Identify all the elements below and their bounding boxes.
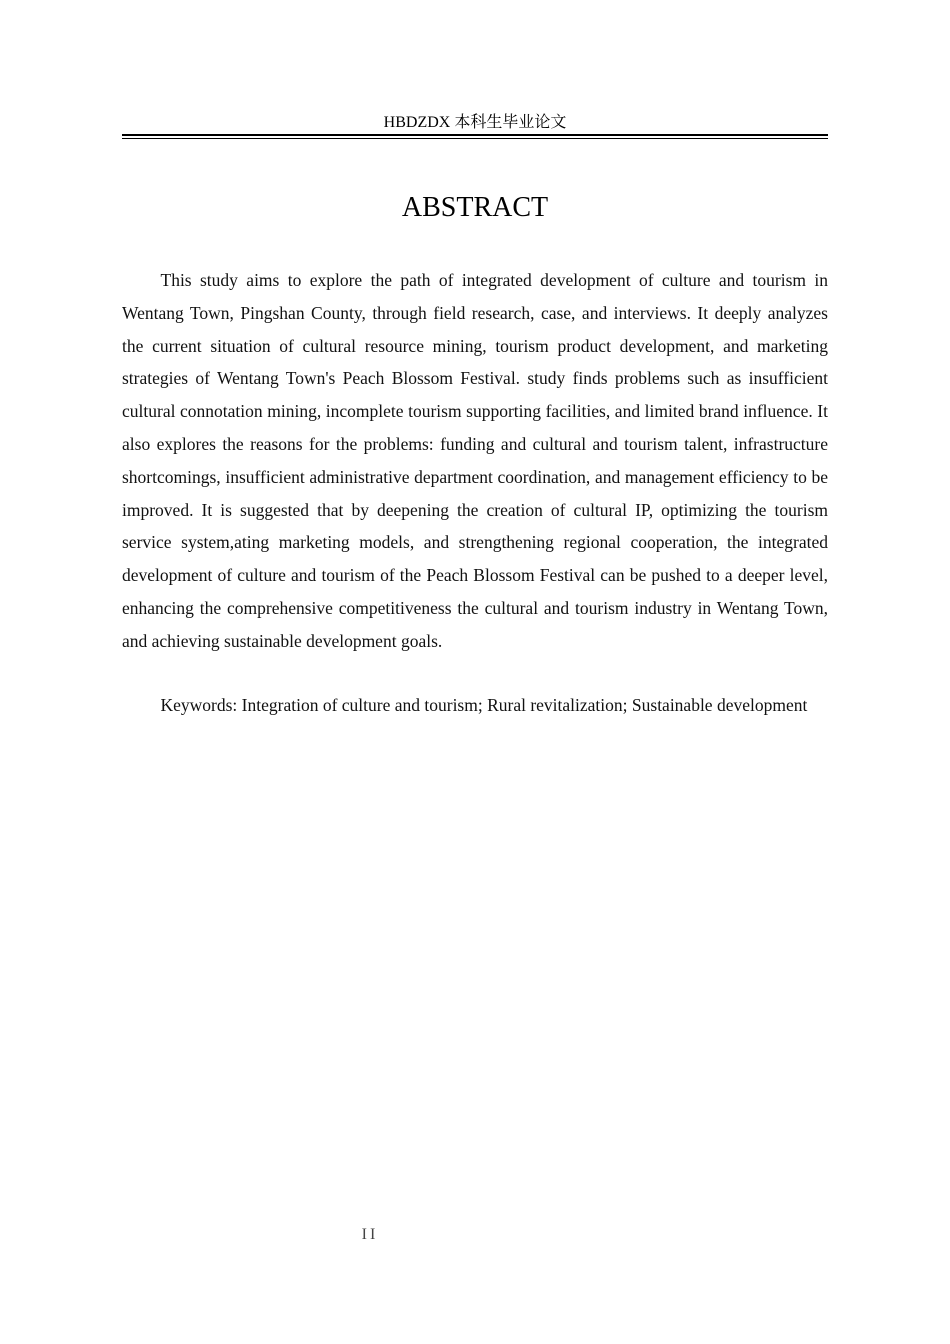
abstract-paragraph: This study aims to explore the path of integrated development of culture and tourism in Wentang Town, Pingshan County, through field research, case, and interviews. It deeply analyzes the current situation of cultural resource mining, tourism product development, and marketing strategies of Wentang Town's Peach Blossom Festival. study finds problems such as insufficient cultural connotation mining, incomplete tourism supporting facilities, and limited brand influence. It also explores the reasons for the problems: funding and cultural and tourism talent, infrastructure shortcomings, insufficient administrative department coordination, and management efficiency to be improved. It is suggested that by deepening the creation of cultural IP, optimizing the tourism service system,ating marketing models, and strengthening regional cooperation, the integrated development of culture and tourism of the Peach Blossom Festival can be pushed to a deeper level, enhancing the comprehensive competitiveness the cultural and tourism industry in Wentang Town, and achieving sustainable development goals. (122, 270, 828, 651)
header-rule-thick (122, 134, 828, 136)
keywords-line: Keywords: Integration of culture and tourism; Rural revitalization; Sustainable development (160, 695, 808, 715)
page-number: II (361, 1226, 379, 1243)
page-title: ABSTRACT (401, 192, 549, 223)
running-header: HBDZDX 本科生毕业论文 (383, 114, 567, 131)
header-rule-thin (122, 138, 828, 139)
